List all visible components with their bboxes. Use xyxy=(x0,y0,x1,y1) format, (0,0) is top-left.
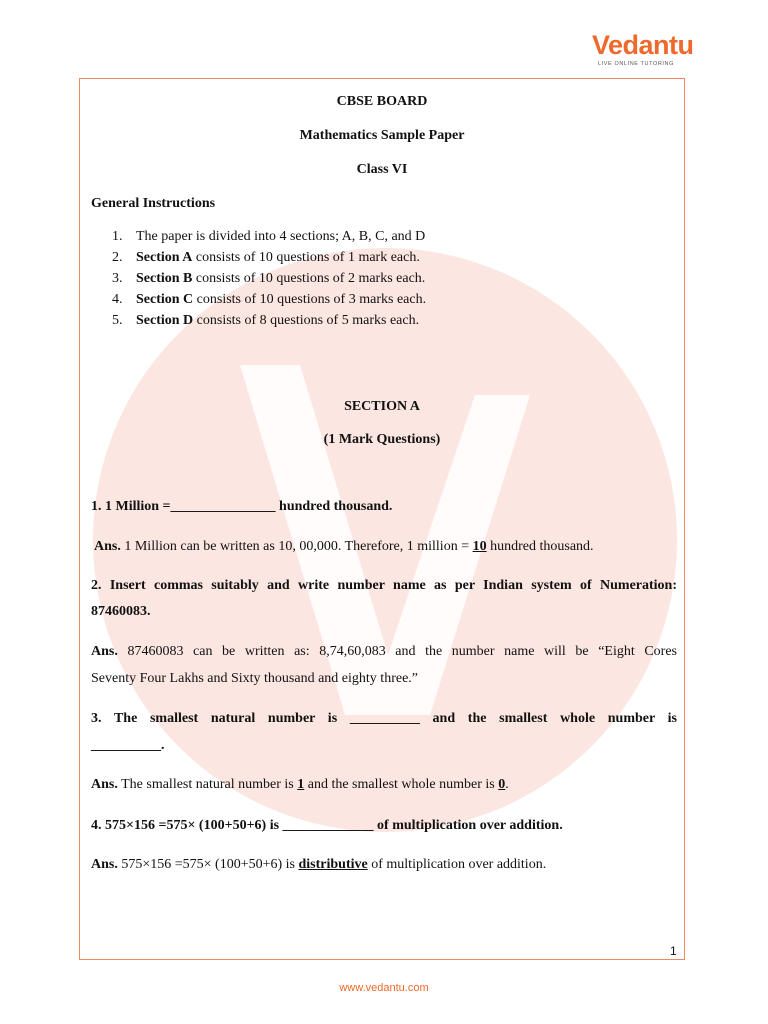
board-heading: CBSE BOARD xyxy=(336,94,428,109)
answer-text: hundred thousand. xyxy=(486,539,594,554)
answer-3 xyxy=(91,776,509,794)
instruction-section: Section B xyxy=(136,271,193,286)
instruction-text: consists of 10 questions of 2 marks each. xyxy=(192,271,426,286)
instruction-number: 4. xyxy=(112,292,123,307)
instruction-text: The paper is divided into 4 sections; A, B, C, and D xyxy=(136,229,426,244)
instruction-number: 5. xyxy=(112,313,123,328)
answer-text: . xyxy=(505,777,509,792)
page-number: 1 xyxy=(670,944,677,958)
answer-text: 1 Million can be written as 10, 00,000. Therefore, 1 million = xyxy=(120,539,473,554)
instruction-section: Section A xyxy=(136,250,193,265)
answer-label: Ans. xyxy=(91,777,118,792)
answer-2-line-2: Seventy Four Lakhs and Sixty thousand and eighty three.” xyxy=(91,671,418,686)
paper-title: Mathematics Sample Paper xyxy=(299,128,465,143)
instruction-item xyxy=(112,291,426,309)
answer-label: Ans. xyxy=(94,539,121,554)
question-3-line-2: __________. xyxy=(91,738,165,753)
instruction-item xyxy=(112,249,420,267)
answer-4 xyxy=(91,856,546,874)
question-1: 1. 1 Million =_______________ hundred thousand. xyxy=(91,499,393,514)
answer-text: and the smallest whole number is xyxy=(304,777,499,792)
instruction-text: consists of 10 questions of 1 mark each. xyxy=(192,250,420,265)
instruction-text: consists of 10 questions of 3 marks each. xyxy=(193,292,427,307)
question-3-line-1: 3. The smallest natural number is __________ and the smallest whole number is xyxy=(91,711,677,726)
section-subtitle: (1 Mark Questions) xyxy=(323,432,441,447)
answer-1 xyxy=(94,538,594,556)
question-4: 4. 575×156 =575× (100+50+6) is _____________ of multiplication over addition. xyxy=(91,818,563,833)
instructions-heading: General Instructions xyxy=(91,196,216,211)
instruction-number: 1. xyxy=(112,229,123,244)
instruction-item xyxy=(112,312,419,330)
answer-key: 10 xyxy=(472,539,487,554)
answer-label: Ans. xyxy=(91,644,118,659)
instruction-item xyxy=(112,228,425,246)
instruction-number: 3. xyxy=(112,271,123,286)
section-title: SECTION A xyxy=(344,399,420,414)
answer-key: 1 xyxy=(297,777,305,792)
answer-text: The smallest natural number is xyxy=(117,777,298,792)
footer-url-link[interactable]: www.vedantu.com xyxy=(339,982,429,994)
question-2-line-1: 2. Insert commas suitably and write number name as per Indian system of Numeration: xyxy=(91,578,677,593)
instruction-section: Section C xyxy=(136,292,194,307)
logo-wordmark: Vedantu xyxy=(592,30,694,60)
answer-text: 87460083 can be written as: 8,74,60,083 and the number name will be “Eight Cores xyxy=(117,644,677,659)
answer-key: 0 xyxy=(498,777,506,792)
answer-2-line-1 xyxy=(91,643,677,661)
answer-text: of multiplication over addition. xyxy=(367,857,547,872)
instruction-section: Section D xyxy=(136,313,194,328)
answer-text: 575×156 =575× (100+50+6) is xyxy=(117,857,299,872)
answer-key: distributive xyxy=(298,857,368,872)
instruction-item xyxy=(112,270,425,288)
logo-tagline: LIVE ONLINE TUTORING xyxy=(598,61,674,67)
answer-label: Ans. xyxy=(91,857,118,872)
class-heading: Class VI xyxy=(356,162,408,177)
instruction-text: consists of 8 questions of 5 marks each. xyxy=(193,313,420,328)
question-2-line-2: 87460083. xyxy=(91,604,151,619)
instruction-number: 2. xyxy=(112,250,123,265)
